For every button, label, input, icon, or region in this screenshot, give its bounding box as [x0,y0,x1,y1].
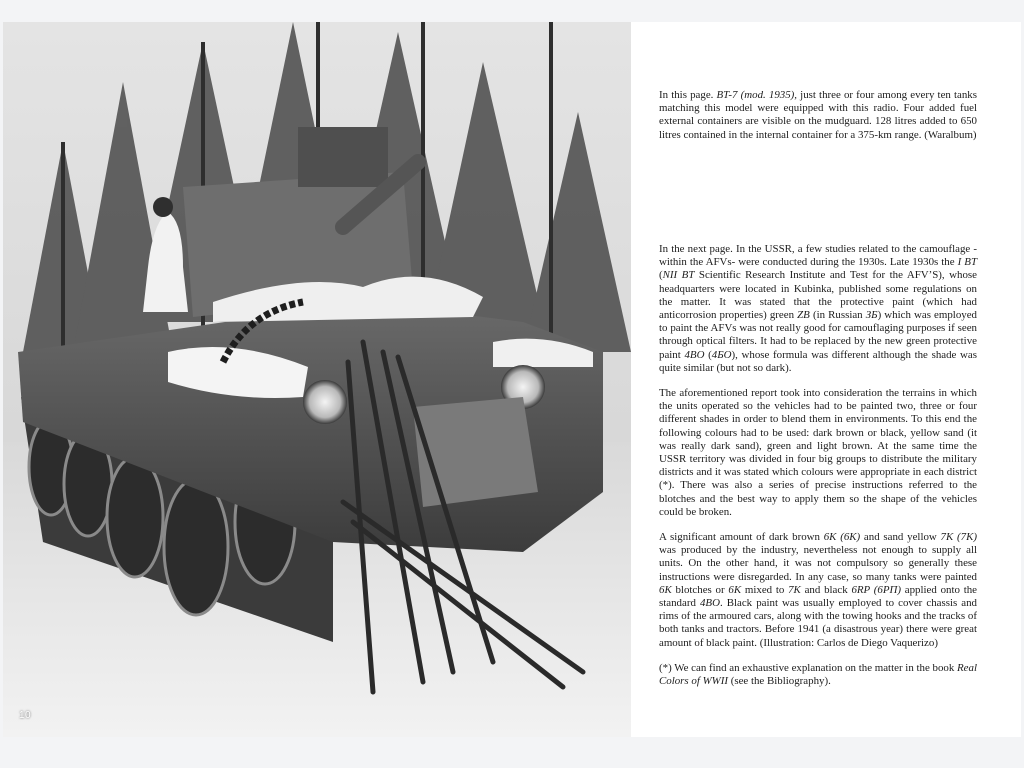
italic-run: 7K (7K) [940,531,977,544]
caption-text: just three or four among every ten tanks matching this model were equipped with this radio. Four added fuel external containers are visible on the mudguard. 128 litres added to 650 litres contained in the internal container for a 375-km range. (Waralbum) [659,89,977,141]
italic-run: NII BT [662,269,695,282]
caption-lead: In this page. [659,89,714,101]
text-run: mixed to [741,583,789,596]
body-text-column [659,243,977,700]
text-run: A significant amount of dark brown [659,531,824,544]
text-run: and sand yellow [860,531,941,544]
text-run: (see the Bibliography). [727,675,831,688]
italic-run: 4BO [684,348,705,361]
text-run: . Black paint was usually employed to cover chassis and rims of the armoured cars, along with the towing hooks and the tracks of both tanks and tractors. Before 1941 (a disastrous year) there were great amount of black paint. (Illustration: Carlos de Diego Vaquerizo) [659,597,977,649]
italic-run: Real Colors of WWII [659,661,977,688]
caption-paragraph [659,89,977,142]
text-run: ), whose formula was different although the shade was quite similar (but not so dark). [659,348,977,374]
paragraph-terrain-report: The aforementioned report took into consideration the terrains in which the units operated so the vehicles had to be painted two, three or four different shades in order to blend them in environments. To this end the following colours had to be used: dark brown or black, yellow sand (it was really dark sand), green and light brown. At the same time the USSR territory was divided in four big groups to distribute the military districts and it was stated which colours were appropriate in each district (*). There was also a series of precise instructions referred to the blotches and the best way to apply them so the shape of the vehicles could be broken. [659,387,977,518]
paragraph-lead: In the next page. [659,243,733,255]
text-run: applied onto the standard [659,583,978,610]
italic-run: 7K [788,583,801,596]
paragraph-footnote [659,662,977,688]
text-run: and black [800,583,852,596]
italic-run: ZB [797,309,810,322]
italic-run: 4БO [711,348,732,361]
italic-run: 6K [728,583,742,596]
italic-run: ЗБ [865,309,878,322]
bt7-tank-photo-illustration [3,22,631,737]
text-run: (in Russian [809,309,866,322]
paragraph-camouflage-studies [659,243,977,375]
caption-model: BT-7 (mod. 1935), [716,89,798,101]
page-number: 10 [19,710,32,721]
text-run: blotches or [671,583,729,596]
text-run: In the USSR, a few studies related to the camouflage -within the AFVs- were conducted during the 1930s. Late 1930s the [659,243,977,269]
text-run: ( [704,348,712,361]
paragraph-paint-production [659,531,977,650]
text-run: was produced by the industry, nevertheless not enough to supply all units. On the other hand, it was not compulsory so generally these instructions were disregarded. In any case, so many tanks were painted [659,544,977,583]
text-run: ) which was employed to paint the AFVs was not really good for camouflaging purposes if seen through optical filters. It had to be replaced by the new green protective paint [659,309,977,361]
text-run: Scientific Research Institute and Test for the AFV’S), whose headquarters were located in Kubinka, published some regulations on the matter. It was stated that the protective paint (which had anticorrosion properties) green [659,269,977,322]
italic-run: 6RP (6PП) [851,583,901,596]
italic-run: 6K (6K) [823,531,861,544]
tank-photo [3,22,631,737]
book-spread [3,22,1021,737]
italic-run: I BT [957,256,977,269]
text-run: ( [659,269,663,282]
italic-run: 4BO [699,597,720,610]
photo-caption [659,89,977,154]
text-run: (*) We can find an exhaustive explanation on the matter in the book [659,661,958,674]
italic-run: 6K [659,583,672,596]
